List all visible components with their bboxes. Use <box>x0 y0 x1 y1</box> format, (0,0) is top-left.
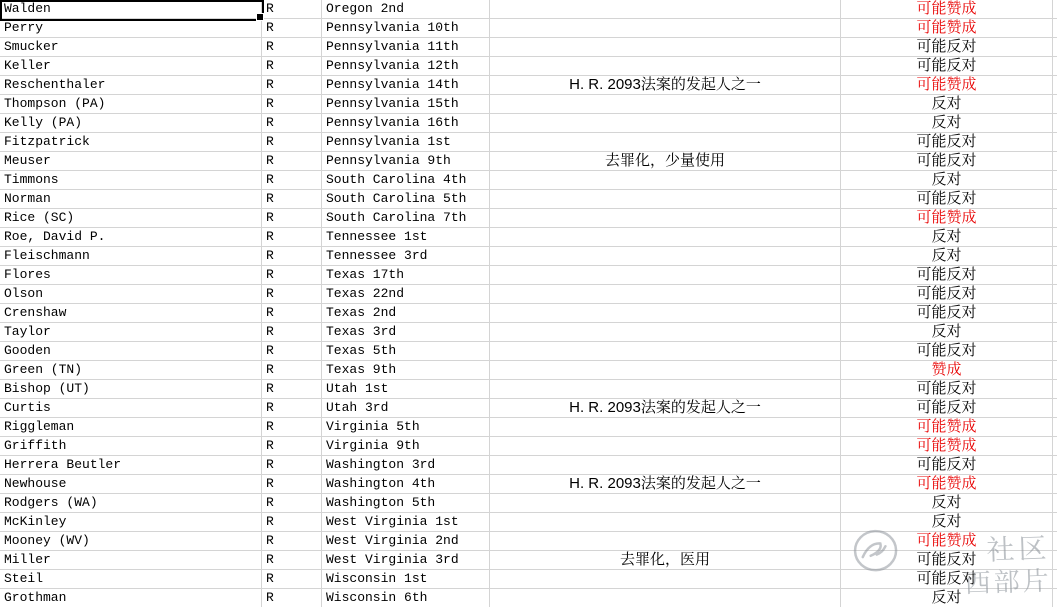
cell-note[interactable] <box>490 570 841 589</box>
cell-status[interactable]: 可能赞成 <box>841 0 1053 19</box>
cell-edge-sliver[interactable] <box>1053 209 1057 228</box>
cell-edge-sliver[interactable] <box>1053 76 1057 95</box>
cell-edge-sliver[interactable] <box>1053 0 1057 19</box>
cell-status[interactable]: 可能反对 <box>841 342 1053 361</box>
cell-status[interactable]: 反对 <box>841 247 1053 266</box>
cell-district[interactable]: Pennsylvania 10th <box>322 19 490 38</box>
cell-district[interactable]: Utah 1st <box>322 380 490 399</box>
cell-note[interactable]: H. R. 2093法案的发起人之一 <box>490 475 841 494</box>
cell-district[interactable]: West Virginia 3rd <box>322 551 490 570</box>
cell-name[interactable]: Kelly (PA) <box>0 114 262 133</box>
cell-name[interactable]: Green (TN) <box>0 361 262 380</box>
cell-status[interactable]: 可能赞成 <box>841 475 1053 494</box>
cell-party[interactable]: R <box>262 19 322 38</box>
cell-name[interactable]: Steil <box>0 570 262 589</box>
cell-status[interactable]: 可能反对 <box>841 285 1053 304</box>
cell-edge-sliver[interactable] <box>1053 323 1057 342</box>
cell-party[interactable]: R <box>262 418 322 437</box>
cell-district[interactable]: Tennessee 3rd <box>322 247 490 266</box>
cell-status[interactable]: 可能反对 <box>841 304 1053 323</box>
cell-edge-sliver[interactable] <box>1053 532 1057 551</box>
cell-note[interactable] <box>490 114 841 133</box>
cell-name[interactable]: Taylor <box>0 323 262 342</box>
cell-district[interactable]: West Virginia 1st <box>322 513 490 532</box>
cell-party[interactable]: R <box>262 361 322 380</box>
cell-edge-sliver[interactable] <box>1053 418 1057 437</box>
cell-party[interactable]: R <box>262 589 322 607</box>
cell-status[interactable]: 可能反对 <box>841 152 1053 171</box>
cell-district[interactable]: West Virginia 2nd <box>322 532 490 551</box>
cell-status[interactable]: 可能赞成 <box>841 437 1053 456</box>
cell-name[interactable]: Thompson (PA) <box>0 95 262 114</box>
cell-district[interactable]: Wisconsin 1st <box>322 570 490 589</box>
cell-note[interactable] <box>490 133 841 152</box>
cell-party[interactable]: R <box>262 95 322 114</box>
cell-note[interactable] <box>490 266 841 285</box>
cell-edge-sliver[interactable] <box>1053 114 1057 133</box>
cell-name[interactable]: Griffith <box>0 437 262 456</box>
cell-note[interactable] <box>490 418 841 437</box>
cell-edge-sliver[interactable] <box>1053 19 1057 38</box>
cell-edge-sliver[interactable] <box>1053 228 1057 247</box>
cell-note[interactable]: H. R. 2093法案的发起人之一 <box>490 76 841 95</box>
cell-district[interactable]: Texas 3rd <box>322 323 490 342</box>
cell-status[interactable]: 可能反对 <box>841 57 1053 76</box>
cell-name[interactable]: Newhouse <box>0 475 262 494</box>
cell-edge-sliver[interactable] <box>1053 589 1057 607</box>
cell-note[interactable] <box>490 380 841 399</box>
cell-note[interactable] <box>490 437 841 456</box>
cell-name[interactable]: Riggleman <box>0 418 262 437</box>
cell-note[interactable] <box>490 57 841 76</box>
cell-party[interactable]: R <box>262 475 322 494</box>
cell-party[interactable]: R <box>262 76 322 95</box>
cell-status[interactable]: 可能反对 <box>841 190 1053 209</box>
cell-party[interactable]: R <box>262 494 322 513</box>
cell-note[interactable] <box>490 0 841 19</box>
cell-party[interactable]: R <box>262 38 322 57</box>
cell-status[interactable]: 赞成 <box>841 361 1053 380</box>
cell-district[interactable]: South Carolina 7th <box>322 209 490 228</box>
cell-party[interactable]: R <box>262 513 322 532</box>
cell-district[interactable]: Pennsylvania 9th <box>322 152 490 171</box>
cell-note[interactable] <box>490 304 841 323</box>
cell-status[interactable]: 可能赞成 <box>841 76 1053 95</box>
cell-status[interactable]: 可能反对 <box>841 380 1053 399</box>
watermark-text-line2: 西部片 <box>964 565 1053 599</box>
cell-note[interactable] <box>490 494 841 513</box>
cell-status[interactable]: 可能反对 <box>841 133 1053 152</box>
cell-note[interactable] <box>490 95 841 114</box>
cell-name[interactable]: Keller <box>0 57 262 76</box>
cell-status[interactable]: 可能反对 <box>841 399 1053 418</box>
cell-name[interactable]: Rice (SC) <box>0 209 262 228</box>
cell-party[interactable]: R <box>262 266 322 285</box>
cell-name[interactable]: Walden <box>0 0 262 19</box>
cell-note[interactable] <box>490 285 841 304</box>
cell-note[interactable] <box>490 361 841 380</box>
cell-name[interactable]: Rodgers (WA) <box>0 494 262 513</box>
cell-edge-sliver[interactable] <box>1053 133 1057 152</box>
cell-edge-sliver[interactable] <box>1053 494 1057 513</box>
cell-district[interactable]: Utah 3rd <box>322 399 490 418</box>
cell-note[interactable] <box>490 589 841 607</box>
cell-party[interactable]: R <box>262 228 322 247</box>
cell-name[interactable]: Olson <box>0 285 262 304</box>
cell-note[interactable] <box>490 513 841 532</box>
fill-handle[interactable] <box>256 13 264 21</box>
cell-name[interactable]: Curtis <box>0 399 262 418</box>
cell-edge-sliver[interactable] <box>1053 456 1057 475</box>
cell-status[interactable]: 反对 <box>841 323 1053 342</box>
cell-status[interactable]: 反对 <box>841 228 1053 247</box>
cell-status[interactable]: 可能赞成 <box>841 418 1053 437</box>
cell-district[interactable]: Pennsylvania 12th <box>322 57 490 76</box>
cell-edge-sliver[interactable] <box>1053 342 1057 361</box>
cell-district[interactable]: Oregon 2nd <box>322 0 490 19</box>
cell-status[interactable]: 可能反对 <box>841 38 1053 57</box>
cell-status[interactable]: 可能赞成 <box>841 532 1053 551</box>
cell-party[interactable]: R <box>262 285 322 304</box>
cell-name[interactable]: Roe, David P. <box>0 228 262 247</box>
cell-name[interactable]: Smucker <box>0 38 262 57</box>
cell-party[interactable]: R <box>262 0 322 19</box>
cell-district[interactable]: Texas 17th <box>322 266 490 285</box>
cell-party[interactable]: R <box>262 570 322 589</box>
cell-status[interactable]: 反对 <box>841 589 1053 607</box>
cell-district[interactable]: Virginia 9th <box>322 437 490 456</box>
cell-note[interactable] <box>490 532 841 551</box>
cell-party[interactable]: R <box>262 551 322 570</box>
cell-district[interactable]: Pennsylvania 1st <box>322 133 490 152</box>
cell-name[interactable]: Fitzpatrick <box>0 133 262 152</box>
cell-name[interactable]: Norman <box>0 190 262 209</box>
cell-district[interactable]: Pennsylvania 14th <box>322 76 490 95</box>
cell-party[interactable]: R <box>262 323 322 342</box>
cell-edge-sliver[interactable] <box>1053 247 1057 266</box>
cell-name[interactable]: Perry <box>0 19 262 38</box>
cell-district[interactable]: Washington 4th <box>322 475 490 494</box>
cell-edge-sliver[interactable] <box>1053 190 1057 209</box>
cell-party[interactable]: R <box>262 399 322 418</box>
cell-name[interactable]: Crenshaw <box>0 304 262 323</box>
cell-party[interactable]: R <box>262 114 322 133</box>
cell-edge-sliver[interactable] <box>1053 285 1057 304</box>
cell-party[interactable]: R <box>262 304 322 323</box>
cell-edge-sliver[interactable] <box>1053 95 1057 114</box>
cell-district[interactable]: Pennsylvania 15th <box>322 95 490 114</box>
cell-party[interactable]: R <box>262 437 322 456</box>
cell-status[interactable]: 反对 <box>841 171 1053 190</box>
cell-district[interactable]: Pennsylvania 11th <box>322 38 490 57</box>
cell-district[interactable]: Wisconsin 6th <box>322 589 490 607</box>
cell-name[interactable]: Gooden <box>0 342 262 361</box>
cell-party[interactable]: R <box>262 380 322 399</box>
cell-party[interactable]: R <box>262 152 322 171</box>
cell-edge-sliver[interactable] <box>1053 570 1057 589</box>
cell-party[interactable]: R <box>262 247 322 266</box>
cell-status[interactable]: 反对 <box>841 114 1053 133</box>
cell-party[interactable]: R <box>262 190 322 209</box>
cell-edge-sliver[interactable] <box>1053 304 1057 323</box>
cell-name[interactable]: Flores <box>0 266 262 285</box>
cell-name[interactable]: Meuser <box>0 152 262 171</box>
cell-party[interactable]: R <box>262 133 322 152</box>
cell-status[interactable]: 可能反对 <box>841 570 1053 589</box>
cell-district[interactable]: Pennsylvania 16th <box>322 114 490 133</box>
cell-party[interactable]: R <box>262 532 322 551</box>
cell-district[interactable]: South Carolina 4th <box>322 171 490 190</box>
cell-party[interactable]: R <box>262 342 322 361</box>
cell-name[interactable]: Herrera Beutler <box>0 456 262 475</box>
cell-status[interactable]: 可能赞成 <box>841 209 1053 228</box>
cell-name[interactable]: Fleischmann <box>0 247 262 266</box>
cell-district[interactable]: Texas 9th <box>322 361 490 380</box>
cell-district[interactable]: South Carolina 5th <box>322 190 490 209</box>
cell-edge-sliver[interactable] <box>1053 399 1057 418</box>
cell-name[interactable]: McKinley <box>0 513 262 532</box>
cell-note[interactable] <box>490 190 841 209</box>
cell-name[interactable]: Timmons <box>0 171 262 190</box>
cell-note[interactable] <box>490 323 841 342</box>
cell-party[interactable]: R <box>262 171 322 190</box>
cell-party[interactable]: R <box>262 456 322 475</box>
cell-status[interactable]: 反对 <box>841 513 1053 532</box>
cell-edge-sliver[interactable] <box>1053 38 1057 57</box>
cell-status[interactable]: 可能反对 <box>841 456 1053 475</box>
cell-edge-sliver[interactable] <box>1053 171 1057 190</box>
cell-edge-sliver[interactable] <box>1053 475 1057 494</box>
cell-note[interactable]: H. R. 2093法案的发起人之一 <box>490 399 841 418</box>
cell-district[interactable]: Texas 5th <box>322 342 490 361</box>
cell-note[interactable]: 去罪化，少量使用 <box>490 152 841 171</box>
cell-name[interactable]: Miller <box>0 551 262 570</box>
cell-district[interactable]: Virginia 5th <box>322 418 490 437</box>
cell-name[interactable]: Grothman <box>0 589 262 607</box>
cell-note[interactable] <box>490 171 841 190</box>
cell-note[interactable]: 去罪化，医用 <box>490 551 841 570</box>
cell-edge-sliver[interactable] <box>1053 513 1057 532</box>
cell-party[interactable]: R <box>262 57 322 76</box>
cell-note[interactable] <box>490 19 841 38</box>
cell-district[interactable]: Washington 3rd <box>322 456 490 475</box>
cell-edge-sliver[interactable] <box>1053 266 1057 285</box>
cell-status[interactable]: 反对 <box>841 95 1053 114</box>
cell-name[interactable]: Mooney (WV) <box>0 532 262 551</box>
cell-status[interactable]: 可能反对 <box>841 551 1053 570</box>
cell-edge-sliver[interactable] <box>1053 380 1057 399</box>
cell-note[interactable] <box>490 228 841 247</box>
cell-status[interactable]: 可能反对 <box>841 266 1053 285</box>
cell-edge-sliver[interactable] <box>1053 437 1057 456</box>
cell-name[interactable]: Reschenthaler <box>0 76 262 95</box>
cell-edge-sliver[interactable] <box>1053 551 1057 570</box>
cell-district[interactable]: Tennessee 1st <box>322 228 490 247</box>
cell-note[interactable] <box>490 38 841 57</box>
cell-district[interactable]: Texas 22nd <box>322 285 490 304</box>
cell-edge-sliver[interactable] <box>1053 57 1057 76</box>
cell-note[interactable] <box>490 247 841 266</box>
cell-name[interactable]: Bishop (UT) <box>0 380 262 399</box>
cell-note[interactable] <box>490 209 841 228</box>
cell-status[interactable]: 可能赞成 <box>841 19 1053 38</box>
cell-edge-sliver[interactable] <box>1053 152 1057 171</box>
cell-district[interactable]: Texas 2nd <box>322 304 490 323</box>
watermark-text-line1: 社区 <box>986 532 1052 566</box>
cell-edge-sliver[interactable] <box>1053 361 1057 380</box>
cell-party[interactable]: R <box>262 209 322 228</box>
cell-note[interactable] <box>490 342 841 361</box>
cell-note[interactable] <box>490 456 841 475</box>
cell-district[interactable]: Washington 5th <box>322 494 490 513</box>
cell-status[interactable]: 反对 <box>841 494 1053 513</box>
